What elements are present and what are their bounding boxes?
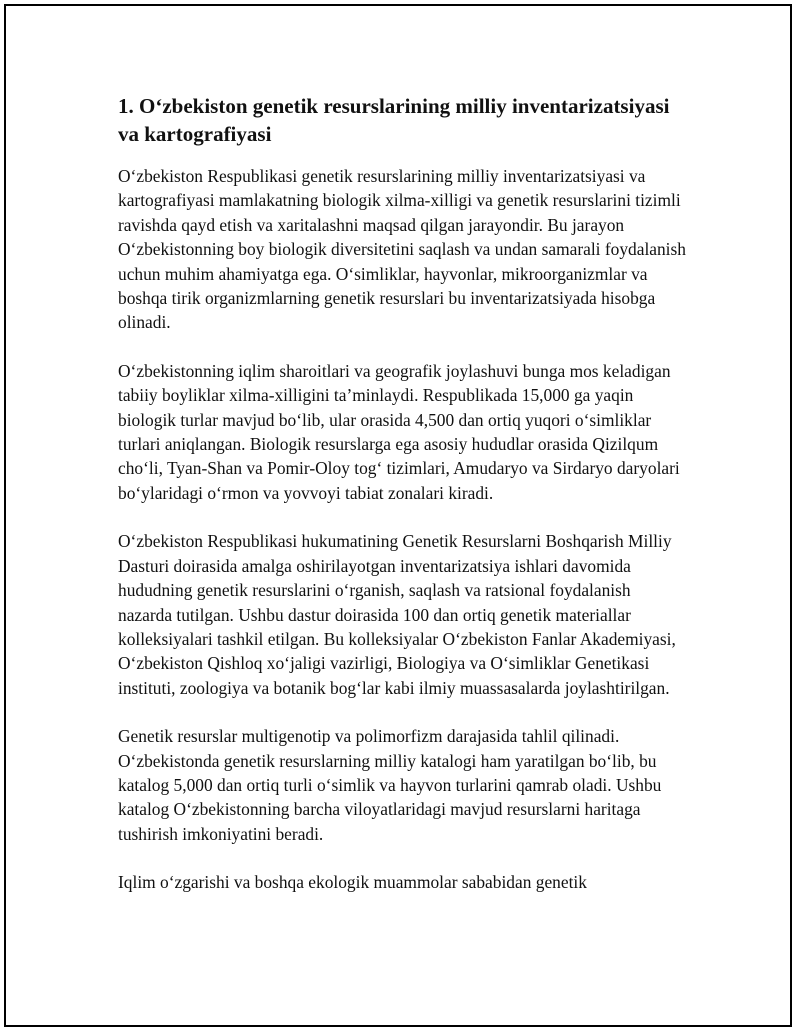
paragraph-1: O‘zbekiston Respublikasi genetik resurslarining milliy inventarizatsiyasi va kartografiyasi mamlakatning biologik xilma-xilligi va genetik resurslarini tizimli ravishda qayd etish va xaritalashni maqsad qilgan jarayondir. Bu jarayon O‘zbekistonning boy biologik diversitetini saqlash va undan samarali foydalanish uchun muhim ahamiyatga ega. O‘simliklar, hayvonlar, mikroorganizmlar va boshqa tirik organizmlarning genetik resurslari bu inventarizatsiyada hisobga olinadi. [118, 166, 686, 333]
paragraph-2: O‘zbekistonning iqlim sharoitlari va geografik joylashuvi bunga mos keladigan tabiiy boyliklar xilma-xilligini ta’minlaydi. Respublikada 15,000 ga yaqin biologik turlar mavjud bo‘lib, ular orasida 4,500 dan ortiq yuqori o‘simliklar turlari aniqlangan. Biologik resurslarga ega asosiy hududlar orasida Qizilqum cho‘li, Tyan-Shan va Pomir-Oloy tog‘ tizimlari, Amudaryo va Sirdaryo daryolari bo‘ylaridagi o‘rmon va yovvoyi tabiat zonalari kiradi. [118, 360, 680, 503]
document-body [118, 92, 688, 919]
paragraph-5: Iqlim o‘zgarishi va boshqa ekologik muammolar sababidan genetik [118, 872, 587, 893]
paragraph-3: O‘zbekiston Respublikasi hukumatining Genetik Resurslarni Boshqarish Milliy Dasturi doirasida amalga oshirilayotgan inventarizatsiya ishlari davomida hududning genetik resurslarini o‘rganish, saqlash va ratsional foydalanish nazarda tutilgan. Ushbu dastur doirasida 100 dan ortiq genetik materiallar kolleksiyalari tashkil etilgan. Bu kolleksiyalar O‘zbekiston Fanlar Akademiyasi, O‘zbekiston Qishloq xo‘jaligi vazirligi, Biologiya va O‘simliklar Genetikasi instituti, zoologiya va botanik bog‘lar kabi ilmiy muassasalarda joylashtirilgan. [118, 531, 676, 698]
section-heading: 1. O‘zbekiston genetik resurslarining milliy inventarizatsiyasi va kartografiyasi [118, 94, 670, 146]
paragraph-4: Genetik resurslar multigenotip va polimorfizm darajasida tahlil qilinadi. O‘zbekistonda genetik resurslarning milliy katalogi ham yaratilgan bo‘lib, bu katalog 5,000 dan ortiq turli o‘simlik va hayvon turlarini qamrab oladi. Ushbu katalog O‘zbekistonning barcha viloyatlaridagi mavjud resurslarni haritaga tushirish imkoniyatini beradi. [118, 726, 662, 844]
